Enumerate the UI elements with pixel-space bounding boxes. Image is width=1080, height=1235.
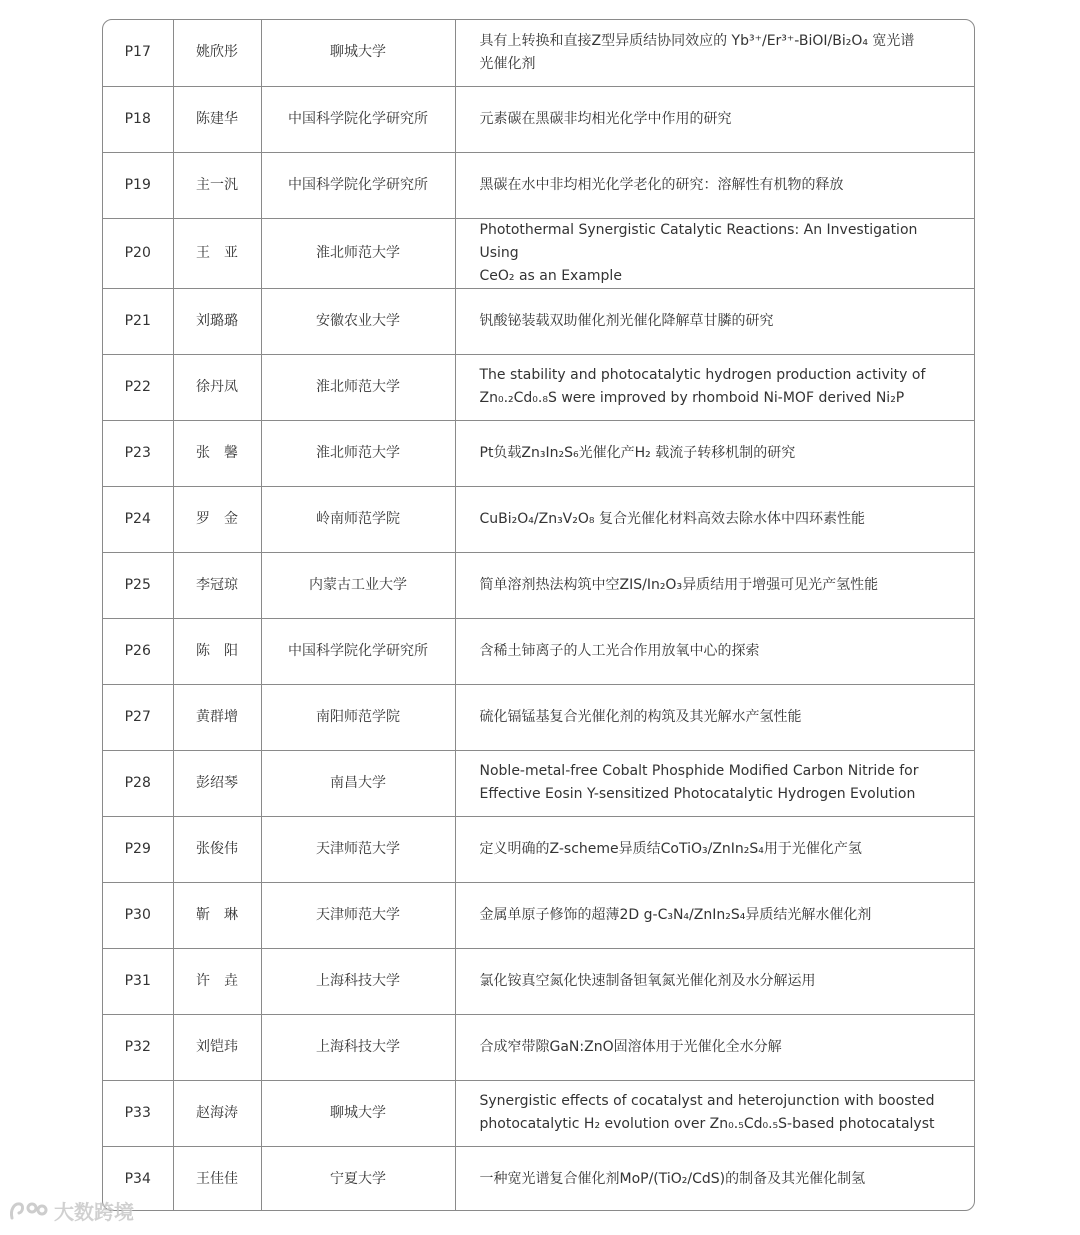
institution: 中国科学院化学研究所 [261, 618, 455, 684]
table-row [103, 750, 974, 816]
table-row [103, 882, 974, 948]
presenter-name: 刘铠玮 [173, 1014, 261, 1080]
title-line-2: CeO₂ as an Example [479, 267, 622, 284]
poster-number: P22 [103, 354, 173, 420]
watermark-logo-icon [8, 1198, 48, 1224]
poster-title [455, 882, 974, 948]
table-row [103, 486, 974, 552]
title-line-1: Synergistic effects of cocatalyst and heterojunction with boosted [479, 1093, 935, 1109]
institution: 淮北师范大学 [261, 420, 455, 486]
institution: 天津师范大学 [261, 816, 455, 882]
presenter-name: 罗 金 [173, 486, 261, 552]
title-line-1: 具有上转换和直接Z型异质结协同效应的 Yb³⁺/Er³⁺-BiOI/Bi₂O₄ 宽光谱 [479, 32, 915, 49]
title-line-1: 一种宽光谱复合催化剂MoP/(TiO₂/CdS)的制备及其光催化制氢 [479, 1170, 866, 1187]
presenter-name: 刘璐璐 [173, 288, 261, 354]
table-row [103, 288, 974, 354]
presenter-name: 张 馨 [173, 420, 261, 486]
presenter-name: 靳 琳 [173, 882, 261, 948]
institution: 聊城大学 [261, 20, 455, 86]
watermark [8, 1196, 134, 1225]
title-line-2: Effective Eosin Y-sensitized Photocatalytic Hydrogen Evolution [479, 786, 916, 802]
poster-number: P27 [103, 684, 173, 750]
title-line-1: 钒酸铋装载双助催化剂光催化降解草甘膦的研究 [479, 312, 774, 329]
table-row [103, 1146, 974, 1211]
watermark-text: 大数跨境 [54, 1200, 134, 1224]
institution: 安徽农业大学 [261, 288, 455, 354]
poster-title [455, 1080, 974, 1146]
poster-number: P32 [103, 1014, 173, 1080]
poster-title [455, 816, 974, 882]
table-row [103, 1014, 974, 1080]
table-row [103, 218, 974, 288]
institution: 宁夏大学 [261, 1146, 455, 1211]
poster-number: P19 [103, 152, 173, 218]
presenter-name: 张俊伟 [173, 816, 261, 882]
poster-number: P30 [103, 882, 173, 948]
poster-title [455, 86, 974, 152]
institution: 中国科学院化学研究所 [261, 152, 455, 218]
institution: 聊城大学 [261, 1080, 455, 1146]
institution: 淮北师范大学 [261, 354, 455, 420]
poster-number: P24 [103, 486, 173, 552]
poster-number: P23 [103, 420, 173, 486]
presenter-name: 王 亚 [173, 218, 261, 288]
table-row [103, 816, 974, 882]
presenter-name: 徐丹凤 [173, 354, 261, 420]
poster-title [455, 486, 974, 552]
presenter-name: 陈建华 [173, 86, 261, 152]
table-row [103, 152, 974, 218]
institution: 上海科技大学 [261, 1014, 455, 1080]
title-line-2: 光催化剂 [479, 55, 536, 72]
poster-title [455, 948, 974, 1014]
table-row [103, 552, 974, 618]
table [103, 20, 974, 1211]
poster-number: P18 [103, 86, 173, 152]
poster-number: P17 [103, 20, 173, 86]
poster-number: P33 [103, 1080, 173, 1146]
title-line-1: The stability and photocatalytic hydrogen production activity of [479, 367, 926, 383]
poster-number: P28 [103, 750, 173, 816]
poster-title [455, 218, 974, 288]
table-row [103, 618, 974, 684]
institution: 天津师范大学 [261, 882, 455, 948]
poster-title [455, 750, 974, 816]
poster-number: P31 [103, 948, 173, 1014]
poster-number: P21 [103, 288, 173, 354]
presenter-name: 姚欣彤 [173, 20, 261, 86]
title-line-1: Pt负载Zn₃In₂S₆光催化产H₂ 载流子转移机制的研究 [479, 444, 796, 461]
table-row [103, 1080, 974, 1146]
title-line-1: Photothermal Synergistic Catalytic Reactions: An Investigation Using [479, 221, 918, 261]
presenter-name: 赵海涛 [173, 1080, 261, 1146]
poster-number: P26 [103, 618, 173, 684]
poster-title [455, 552, 974, 618]
institution: 中国科学院化学研究所 [261, 86, 455, 152]
poster-list-table [102, 19, 975, 1211]
poster-number: P20 [103, 218, 173, 288]
poster-title [455, 354, 974, 420]
title-line-1: 简单溶剂热法构筑中空ZIS/In₂O₃异质结用于增强可见光产氢性能 [479, 576, 879, 593]
poster-title [455, 618, 974, 684]
presenter-name: 主一汎 [173, 152, 261, 218]
institution: 南阳师范学院 [261, 684, 455, 750]
poster-number: P25 [103, 552, 173, 618]
table-row [103, 684, 974, 750]
title-line-2: Zn₀.₂Cd₀.₈S were improved by rhomboid Ni-MOF derived Ni₂P [479, 390, 905, 406]
poster-title [455, 20, 974, 86]
title-line-1: 含稀土铈离子的人工光合作用放氧中心的探索 [479, 642, 760, 659]
institution: 淮北师范大学 [261, 218, 455, 288]
title-line-1: 氯化铵真空氮化快速制备钽氧氮光催化剂及水分解运用 [479, 972, 816, 989]
table-row [103, 86, 974, 152]
institution: 上海科技大学 [261, 948, 455, 1014]
title-line-1: 硫化镉锰基复合光催化剂的构筑及其光解水产氢性能 [479, 708, 802, 725]
table-row [103, 420, 974, 486]
table-row [103, 948, 974, 1014]
title-line-2: photocatalytic H₂ evolution over Zn₀.₅Cd₀.₅S-based photocatalyst [479, 1116, 935, 1132]
poster-title [455, 684, 974, 750]
poster-title [455, 1014, 974, 1080]
presenter-name: 陈 阳 [173, 618, 261, 684]
presenter-name: 王佳佳 [173, 1146, 261, 1211]
presenter-name: 黄群增 [173, 684, 261, 750]
poster-number: P34 [103, 1146, 173, 1211]
presenter-name: 李冠琼 [173, 552, 261, 618]
title-line-1: 金属单原子修饰的超薄2D g-C₃N₄/ZnIn₂S₄异质结光解水催化剂 [479, 906, 872, 923]
poster-number: P29 [103, 816, 173, 882]
institution: 内蒙古工业大学 [261, 552, 455, 618]
title-line-1: 黑碳在水中非均相光化学老化的研究：溶解性有机物的释放 [479, 176, 844, 193]
poster-title [455, 288, 974, 354]
presenter-name: 彭绍琴 [173, 750, 261, 816]
institution: 南昌大学 [261, 750, 455, 816]
title-line-1: CuBi₂O₄/Zn₃V₂O₈ 复合光催化材料高效去除水体中四环素性能 [479, 510, 865, 527]
poster-title [455, 420, 974, 486]
title-line-1: 元素碳在黑碳非均相光化学中作用的研究 [479, 110, 732, 127]
table-row [103, 354, 974, 420]
title-line-1: Noble-metal-free Cobalt Phosphide Modified Carbon Nitride for [479, 763, 919, 779]
presenter-name: 许 垚 [173, 948, 261, 1014]
title-line-1: 定义明确的Z-scheme异质结CoTiO₃/ZnIn₂S₄用于光催化产氢 [479, 840, 862, 857]
table-row [103, 20, 974, 86]
poster-title [455, 1146, 974, 1211]
table-body [103, 20, 974, 1211]
poster-title [455, 152, 974, 218]
title-line-1: 合成窄带隙GaN:ZnO固溶体用于光催化全水分解 [479, 1038, 782, 1055]
institution: 岭南师范学院 [261, 486, 455, 552]
